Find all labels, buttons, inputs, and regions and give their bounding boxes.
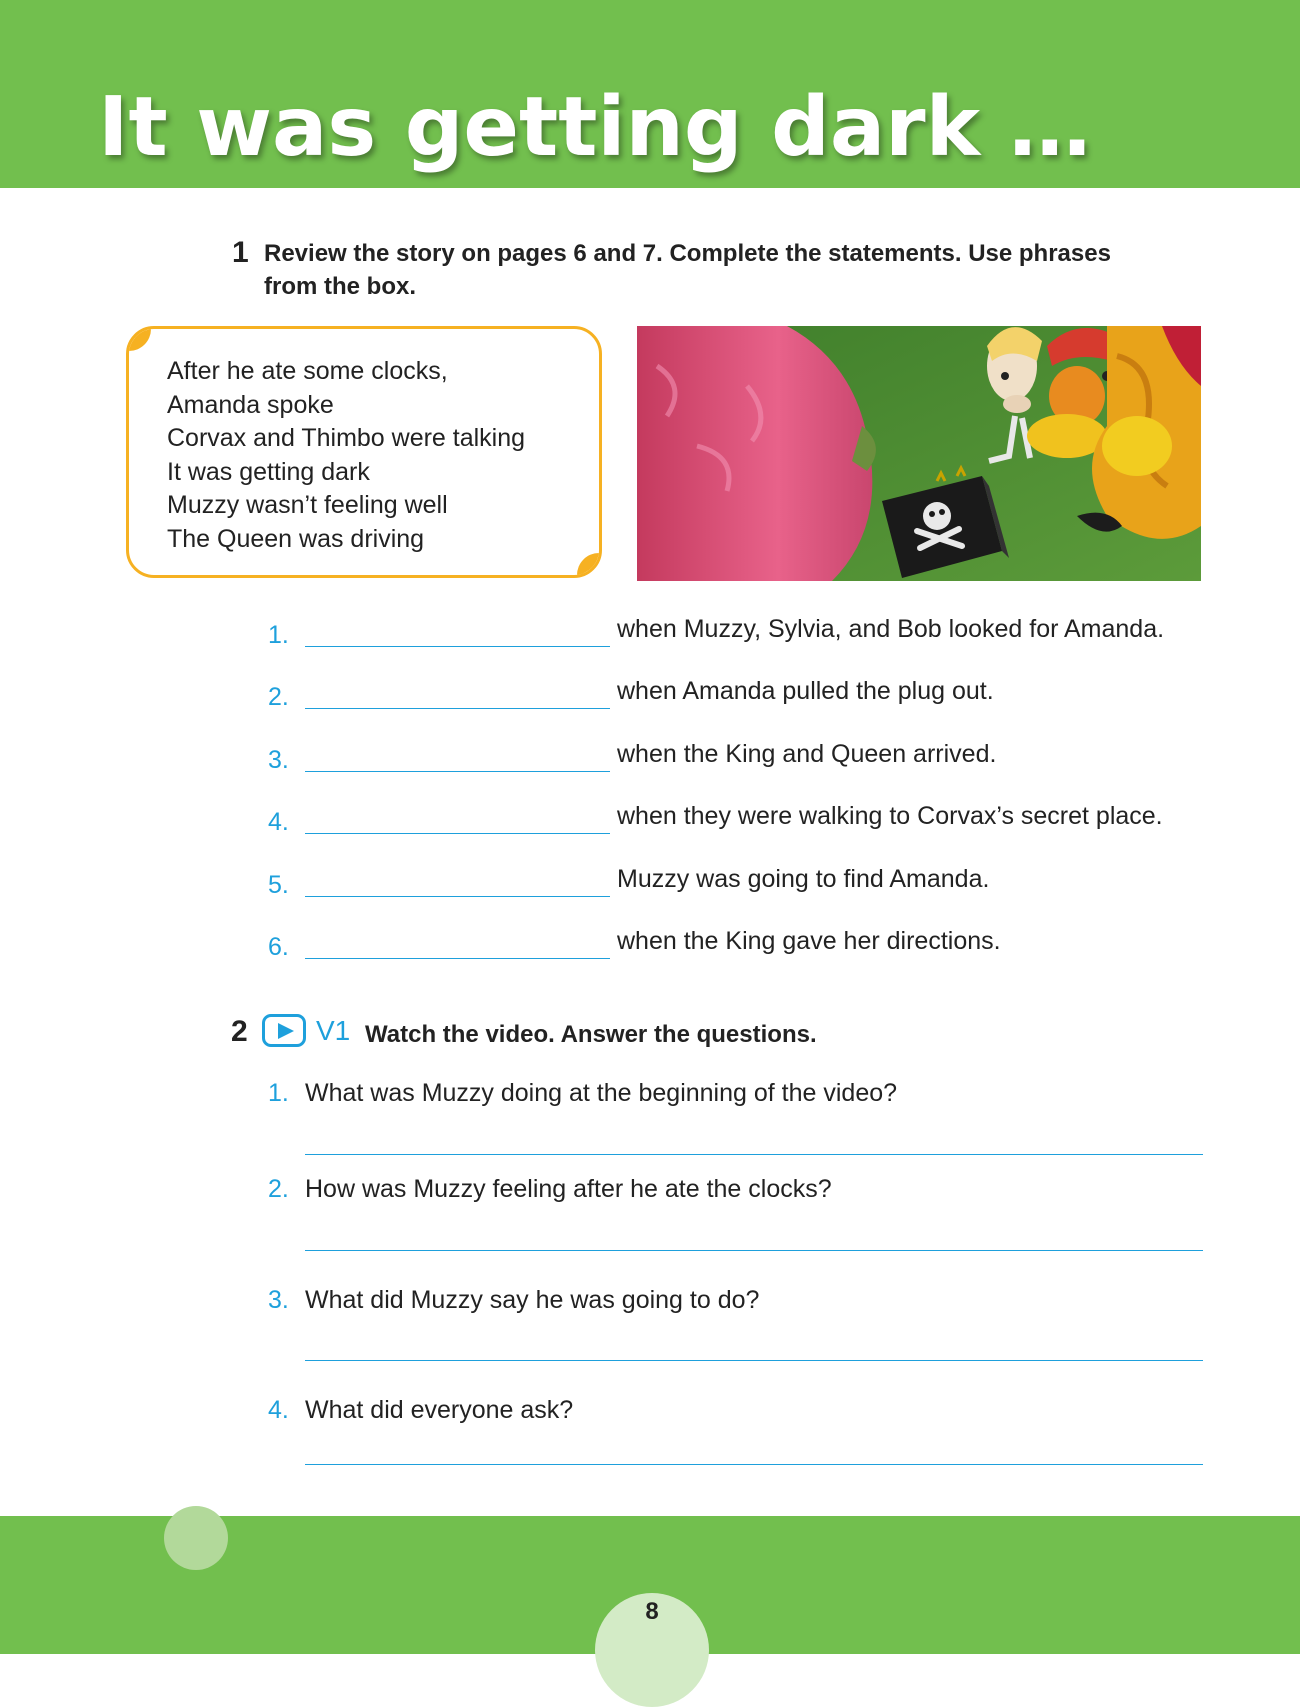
phrase-item: Amanda spoke bbox=[167, 390, 334, 419]
question-number: 3. bbox=[268, 1286, 289, 1314]
exercise-1-instruction-line-2: from the box. bbox=[264, 273, 417, 300]
phrase-item: Corvax and Thimbo were talking bbox=[167, 424, 526, 452]
answer-line[interactable] bbox=[305, 1464, 1203, 1465]
answer-blank[interactable] bbox=[305, 771, 610, 772]
question-number: 1. bbox=[268, 1079, 289, 1107]
statement-number: 6. bbox=[268, 933, 289, 961]
video-code: V1 bbox=[316, 1015, 351, 1046]
statement-row bbox=[268, 863, 1228, 903]
question-number: 4. bbox=[268, 1396, 289, 1424]
statement-row bbox=[268, 800, 1228, 840]
question-number: 2. bbox=[268, 1175, 289, 1203]
statement-number: 4. bbox=[268, 808, 289, 836]
phrase-item: After he ate some clocks, bbox=[167, 357, 448, 385]
statement-row bbox=[268, 738, 1228, 778]
question-text: What did everyone ask? bbox=[305, 1396, 574, 1424]
answer-blank[interactable] bbox=[305, 958, 610, 959]
statement-text: when the King and Queen arrived. bbox=[617, 740, 997, 768]
statement-text: when Amanda pulled the plug out. bbox=[617, 677, 994, 705]
box-corner-decoration bbox=[577, 553, 602, 578]
statement-number: 1. bbox=[268, 621, 289, 649]
answer-blank[interactable] bbox=[305, 646, 610, 647]
question-text: What did Muzzy say he was going to do? bbox=[305, 1286, 760, 1314]
phrase-item: The Queen was driving bbox=[167, 524, 425, 553]
statement-number: 5. bbox=[268, 871, 289, 899]
phrase-box bbox=[126, 326, 602, 578]
exercise-1-instruction-line-1: Review the story on pages 6 and 7. Complete the statements. Use phrases bbox=[264, 240, 1111, 267]
exercise-2-number: 2 bbox=[231, 1015, 248, 1048]
statement-number: 3. bbox=[268, 746, 289, 774]
footer-decoration bbox=[164, 1506, 228, 1570]
page-title: It was getting dark … bbox=[98, 80, 1091, 175]
exercise-1-number: 1 bbox=[232, 236, 249, 269]
question-text: What was Muzzy doing at the beginning of the video? bbox=[305, 1079, 898, 1107]
box-corner-decoration bbox=[126, 326, 151, 351]
answer-line[interactable] bbox=[305, 1250, 1203, 1251]
statement-row bbox=[268, 675, 1228, 715]
statement-row bbox=[268, 925, 1228, 965]
answer-blank[interactable] bbox=[305, 896, 610, 897]
answer-blank[interactable] bbox=[305, 708, 610, 709]
phrase-item: It was getting dark bbox=[167, 457, 370, 486]
phrase-item: Muzzy wasn’t feeling well bbox=[167, 491, 448, 519]
exercise-2-instruction: Watch the video. Answer the questions. bbox=[365, 1021, 817, 1048]
play-icon bbox=[276, 1022, 296, 1040]
statement-text: when Muzzy, Sylvia, and Bob looked for Amanda. bbox=[617, 615, 1165, 643]
statement-text: when the King gave her directions. bbox=[617, 927, 1001, 955]
answer-blank[interactable] bbox=[305, 833, 610, 834]
statement-row bbox=[268, 613, 1228, 653]
question-text: How was Muzzy feeling after he ate the clocks? bbox=[305, 1175, 832, 1203]
phrase-list bbox=[167, 355, 525, 556]
statement-text: Muzzy was going to find Amanda. bbox=[617, 865, 990, 893]
statement-text: when they were walking to Corvax’s secret place. bbox=[617, 802, 1163, 830]
statement-number: 2. bbox=[268, 683, 289, 711]
page-number: 8 bbox=[645, 1598, 659, 1625]
story-illustration bbox=[637, 326, 1201, 581]
answer-line[interactable] bbox=[305, 1154, 1203, 1155]
video-play-button[interactable] bbox=[262, 1014, 306, 1047]
answer-line[interactable] bbox=[305, 1360, 1203, 1361]
